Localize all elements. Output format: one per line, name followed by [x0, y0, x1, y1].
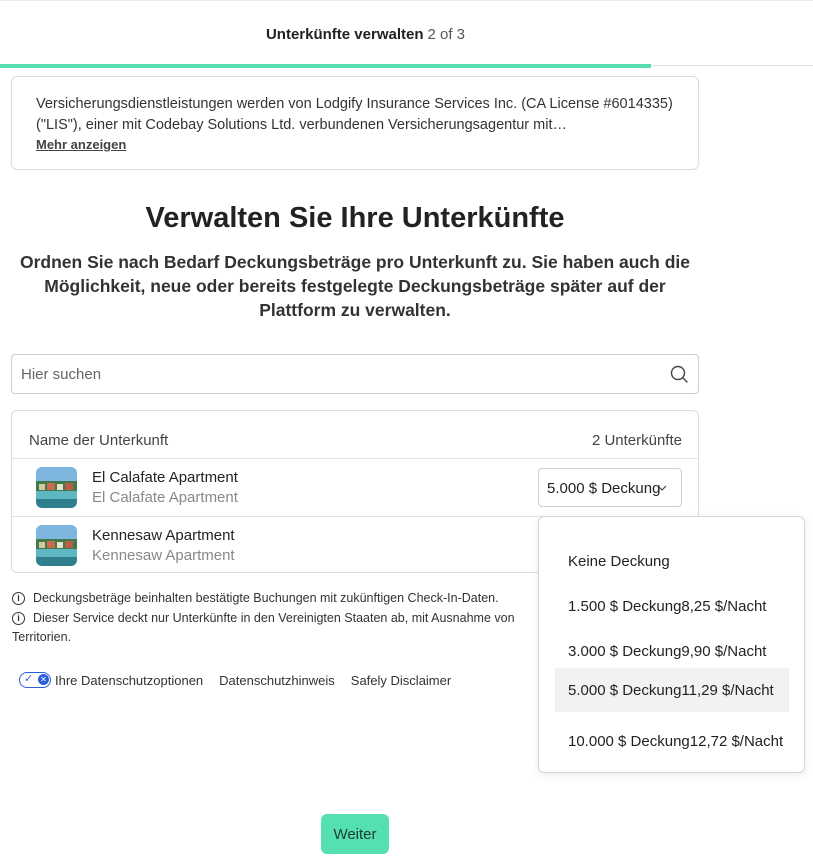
- chevron-down-icon: [657, 483, 667, 493]
- footer-links: [19, 672, 467, 688]
- property-count: 2 Unterkünfte: [591, 432, 682, 449]
- coverage-option[interactable]: Keine Deckung: [568, 553, 670, 570]
- main-title: Verwalten Sie Ihre Unterkünfte: [145, 202, 565, 234]
- info-text: Dieser Service deckt nur Unterkünfte in den Vereinigten Staaten ab, mit Ausnahme von: [33, 611, 515, 625]
- info-icon: i: [12, 592, 25, 605]
- coverage-option[interactable]: 3.000 $ Deckung9,90 $/Nacht: [568, 643, 767, 660]
- coverage-select-value: 5.000 $ Deckung: [547, 480, 661, 497]
- table-row: [12, 459, 698, 516]
- info-text: Deckungsbeträge beinhalten bestätigte Buchungen mit zukünftigen Check-In-Daten.: [33, 591, 499, 605]
- privacy-notice-link[interactable]: Datenschutzhinweis: [219, 672, 335, 688]
- progress-bar: [0, 64, 651, 68]
- next-button[interactable]: Weiter: [321, 814, 389, 854]
- insurance-notice: [11, 76, 699, 170]
- column-header-name: Name der Unterkunft: [29, 432, 169, 449]
- coverage-select[interactable]: [538, 468, 682, 507]
- wizard-header: [0, 0, 813, 66]
- property-name: El Calafate Apartment: [92, 469, 238, 486]
- search-icon[interactable]: [670, 365, 688, 383]
- notice-text: Versicherungsdienstleistungen werden von Lodgify Insurance Services Inc. (CA License #6014335) ("LIS"), einer mit Codebay Solutions Ltd. verbundenen Versicherungsagentur mit…: [36, 96, 673, 133]
- privacy-toggle-icon[interactable]: ✓ ✕: [19, 672, 51, 688]
- coverage-dropdown-menu: [538, 516, 805, 773]
- search-box: [11, 354, 699, 394]
- info-note: [12, 589, 499, 608]
- info-icon: i: [12, 612, 25, 625]
- step-indicator: 2 of 3: [427, 26, 466, 43]
- property-subtitle: Kennesaw Apartment: [92, 547, 235, 564]
- privacy-options-link[interactable]: Ihre Datenschutzoptionen: [55, 672, 204, 688]
- property-thumbnail: [36, 525, 77, 566]
- info-note: [12, 609, 515, 647]
- property-subtitle: El Calafate Apartment: [92, 489, 238, 506]
- property-thumbnail: [36, 467, 77, 508]
- header-title: [0, 26, 731, 43]
- show-more-link[interactable]: Mehr anzeigen: [36, 137, 127, 152]
- coverage-option-selected[interactable]: 5.000 $ Deckung11,29 $/Nacht: [555, 668, 789, 712]
- info-text-continued: Territorien.: [12, 630, 72, 644]
- coverage-option[interactable]: 10.000 $ Deckung12,72 $/Nacht: [568, 733, 784, 750]
- table-header: [12, 411, 698, 459]
- main-subtitle: Ordnen Sie nach Bedarf Deckungsbeträge pro Unterkunft zu. Sie haben auch die Möglichkeit, neue oder bereits festgelegte Deckungsbeträge später auf der Plattform zu verwalten.: [20, 252, 690, 320]
- disclaimer-link[interactable]: Safely Disclaimer: [350, 672, 452, 688]
- search-input[interactable]: [12, 355, 632, 393]
- coverage-option[interactable]: 1.500 $ Deckung8,25 $/Nacht: [568, 598, 767, 615]
- page-heading: Unterkünfte verwalten: [265, 26, 424, 43]
- property-name: Kennesaw Apartment: [92, 527, 235, 544]
